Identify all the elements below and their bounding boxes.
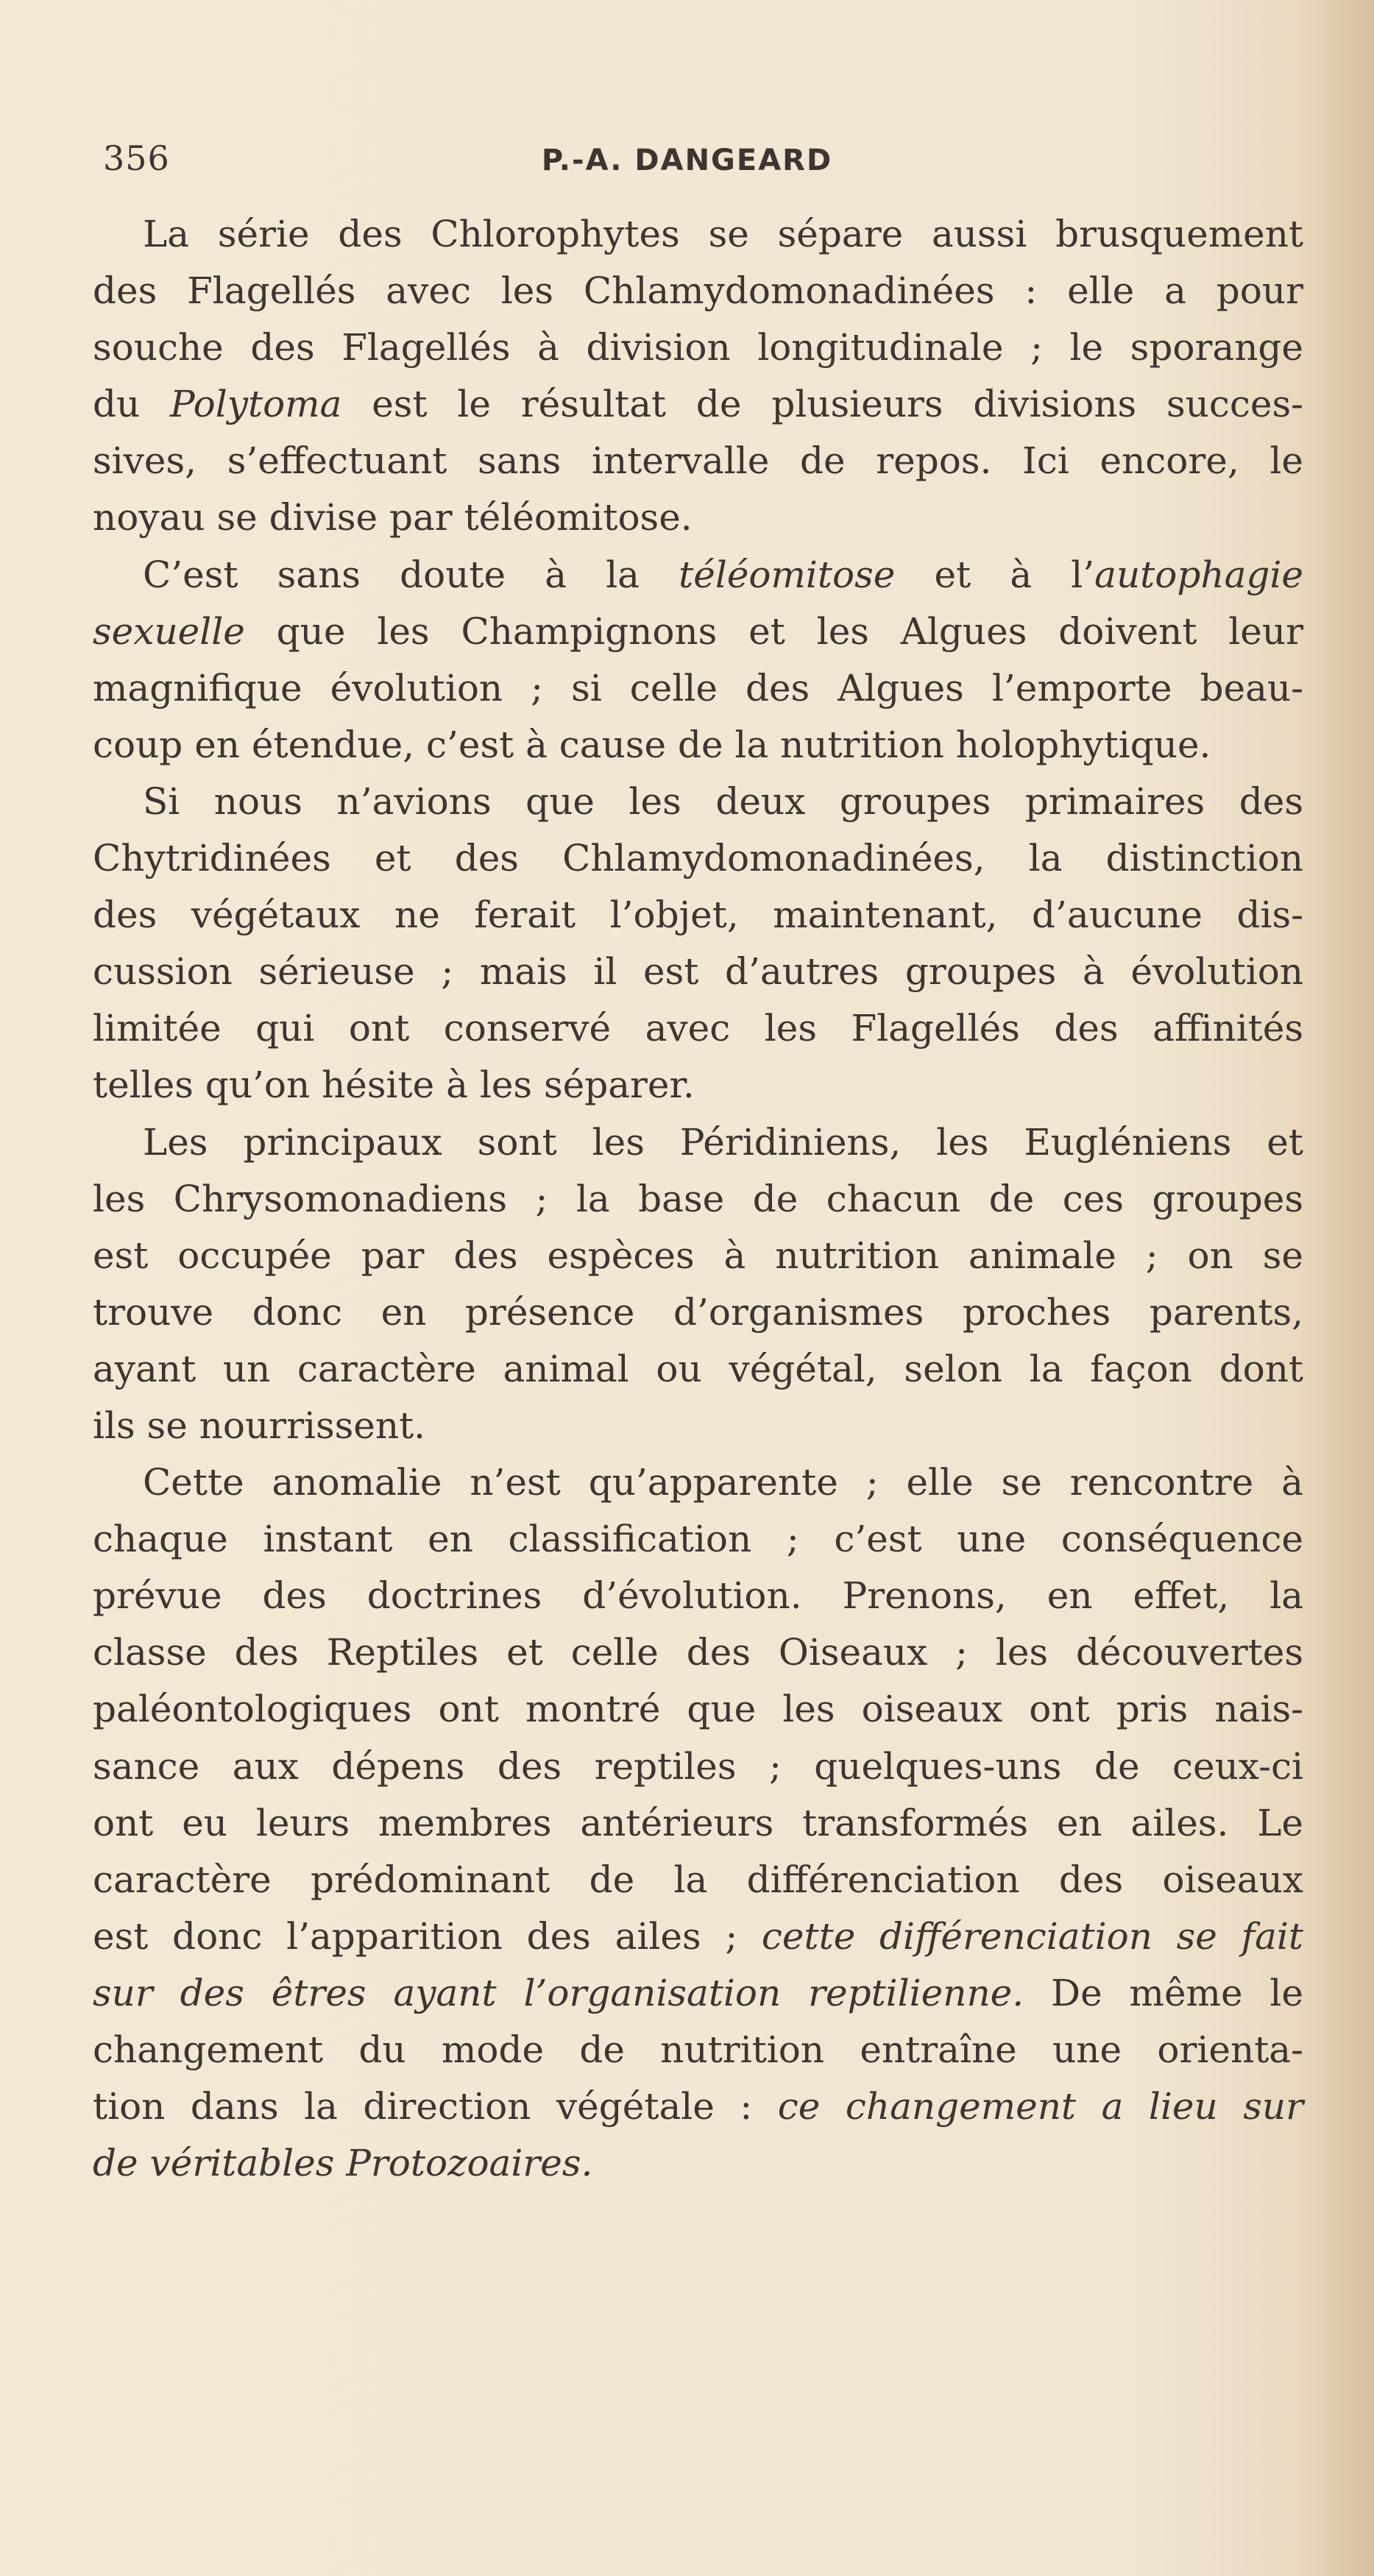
text-line (93, 1681, 1303, 1738)
text-line (93, 1511, 1303, 1568)
italic-text: ce changement a lieu sur (777, 2085, 1304, 2129)
text-line (93, 1454, 1303, 1511)
paragraph (93, 774, 1303, 1114)
text-line (93, 660, 1303, 717)
text-line (93, 887, 1303, 944)
text-line (93, 206, 1303, 263)
paragraph (93, 1454, 1303, 2192)
text-segment: tion dans la direction végétale : (93, 2085, 778, 2129)
text-line (93, 2078, 1303, 2135)
page-number: 356 (103, 138, 170, 178)
text-segment: trouve donc en présence d’organismes proches parents, (93, 1290, 1303, 1334)
italic-text: cette différenciation se fait (761, 1914, 1303, 1958)
text-line (93, 1908, 1303, 1965)
text-line (93, 1738, 1303, 1795)
text-line (93, 1284, 1303, 1341)
text-line (93, 944, 1303, 1000)
text-line (93, 547, 1303, 604)
text-segment: du (93, 383, 171, 426)
text-segment: prévue des doctrines d’évolution. Prenons, en effet, la (93, 1574, 1303, 1618)
text-line (93, 1057, 1303, 1114)
text-line (93, 1228, 1303, 1284)
text-line (93, 1000, 1303, 1057)
text-segment: que les Champignons et les Algues doivent leur (244, 609, 1303, 653)
text-segment: Cette anomalie n’est qu’apparente ; elle se rencontre à (143, 1461, 1303, 1504)
text-segment: est donc l’apparition des ailes ; (93, 1914, 762, 1958)
text-line (93, 489, 1303, 546)
text-segment: La série des Chlorophytes se sépare aussi brusquement (143, 213, 1303, 255)
body-text (93, 206, 1303, 2192)
text-segment: ils se nourrissent. (93, 1404, 426, 1447)
text-line (93, 1852, 1303, 1908)
text-segment: limitée qui ont conservé avec les Flagellés des affinités (93, 1007, 1303, 1050)
text-line (93, 774, 1303, 830)
text-segment: Chytridinées et des Chlamydomonadinées, la distinction (93, 837, 1303, 880)
text-segment: noyau se divise par téléomitose. (93, 496, 693, 539)
italic-text: sur des êtres ayant l’organisation reptilienne. (93, 1971, 1024, 2014)
text-line (93, 1114, 1303, 1171)
italic-text: Polytoma (170, 383, 342, 426)
text-line (93, 319, 1303, 376)
text-line (93, 376, 1303, 433)
text-line (93, 433, 1303, 489)
italic-text: téléomitose (679, 553, 896, 596)
text-segment: coup en étendue, c’est à cause de la nutrition holophytique. (93, 723, 1211, 766)
text-line (93, 2135, 1303, 2192)
text-line (93, 1795, 1303, 1852)
text-segment: et à l’ (895, 553, 1095, 596)
text-segment: ayant un caractère animal ou végétal, selon la façon dont (93, 1347, 1303, 1390)
text-line (93, 2022, 1303, 2078)
text-line (93, 1624, 1303, 1681)
paragraph (93, 547, 1303, 774)
text-segment: des Flagellés avec les Chlamydomonadinées : elle a pour (93, 269, 1303, 313)
text-line (93, 830, 1303, 887)
text-segment: C’est sans doute à la (143, 553, 679, 596)
text-segment: souche des Flagellés à division longitudinale ; le sporange (93, 326, 1303, 369)
italic-text: sexuelle (93, 609, 245, 653)
text-line (93, 1398, 1303, 1454)
text-segment: est occupée par des espèces à nutrition animale ; on se (93, 1234, 1303, 1277)
text-segment: Les principaux sont les Péridiniens, les Eugléniens et (143, 1120, 1303, 1164)
text-line (93, 1568, 1303, 1624)
text-segment: telles qu’on hésite à les séparer. (93, 1064, 695, 1107)
text-line (93, 263, 1303, 319)
italic-text: de véritables Protozoaires. (93, 2142, 593, 2185)
page-edge-shadow (1308, 0, 1374, 2576)
text-segment: De même le (1024, 1971, 1303, 2014)
text-segment: cussion sérieuse ; mais il est d’autres groupes à évolution (93, 950, 1303, 994)
text-segment: ont eu leurs membres antérieurs transformés en ailes. Le (93, 1801, 1303, 1844)
text-segment: sance aux dépens des reptiles ; quelques-uns de ceux-ci (93, 1744, 1303, 1788)
text-segment: paléontologiques ont montré que les oiseaux ont pris nais- (93, 1688, 1303, 1731)
text-segment: des végétaux ne ferait l’objet, maintenant, d’aucune dis- (93, 894, 1303, 937)
text-line (93, 604, 1303, 660)
text-segment: Si nous n’avions que les deux groupes primaires des (143, 779, 1303, 823)
text-line (93, 1965, 1303, 2022)
running-title: P.-A. DANGEARD (541, 144, 833, 177)
text-segment: classe des Reptiles et celle des Oiseaux ; les découvertes (93, 1631, 1303, 1674)
text-segment: chaque instant en classification ; c’est une conséquence (93, 1518, 1303, 1561)
text-line (93, 1341, 1303, 1398)
italic-text: autophagie (1094, 553, 1303, 596)
text-line (93, 717, 1303, 774)
text-segment: sives, s’effectuant sans intervalle de repos. Ici encore, le (93, 439, 1303, 483)
text-segment: changement du mode de nutrition entraîne une orienta- (93, 2028, 1303, 2071)
text-segment: caractère prédominant de la différenciation des oiseaux (93, 1858, 1303, 1901)
paragraph (93, 206, 1303, 547)
text-segment: magnifique évolution ; si celle des Algues l’emporte beau- (93, 666, 1303, 710)
text-segment: les Chrysomonadiens ; la base de chacun de ces groupes (93, 1177, 1303, 1220)
paragraph (93, 1114, 1303, 1455)
text-line (93, 1171, 1303, 1228)
text-segment: est le résultat de plusieurs divisions succes- (341, 383, 1303, 426)
